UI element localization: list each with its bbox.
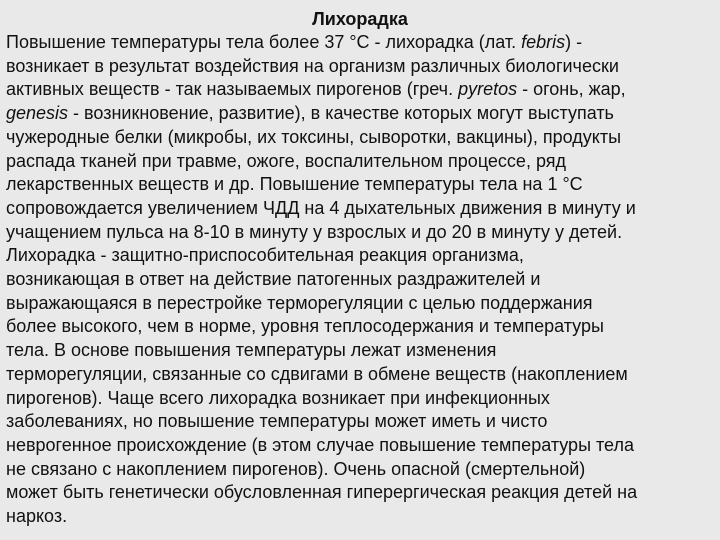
text-line: [6, 481, 718, 505]
body-text: [6, 31, 718, 529]
text-run: тела. В основе повышения температуры лежат изменения: [6, 340, 497, 361]
text-run: терморегуляции, связанные со сдвигами в обмене веществ (накоплением: [6, 363, 628, 384]
text-run: учащением пульса на 8-10 в минуту у взрослых и до 20 в минуту у детей.: [6, 221, 623, 242]
text-run: более высокого, чем в норме, уровня теплосодержания и температуры: [6, 316, 604, 337]
text-line: [6, 126, 718, 150]
text-line: [6, 292, 718, 316]
text-line: [6, 434, 718, 458]
italic-term: febris: [521, 32, 566, 52]
text-line: [6, 505, 718, 529]
text-run: заболеваниях, но повышение температуры может иметь и чисто: [6, 411, 548, 432]
text-run: активных веществ - так называемых пирогенов (греч.: [6, 79, 459, 100]
text-line: [6, 363, 718, 387]
text-line: [6, 197, 718, 221]
text-run: Повышение температуры тела более 37 °С - лихорадка (лат.: [6, 32, 522, 52]
page-title: Лихорадка: [312, 9, 408, 29]
text-run: - возникновение, развитие), в качестве которых могут выступать: [68, 103, 614, 124]
text-line: [6, 102, 718, 126]
text-run: сопровождается увеличением ЧДД на 4 дыхательных движения в минуту и: [6, 197, 636, 218]
text-run: ) -: [565, 32, 583, 52]
text-line: [6, 244, 718, 268]
text-run: Лихорадка - защитно-приспособительная реакция организма,: [6, 245, 524, 266]
text-line: [6, 221, 718, 245]
text-run: выражающаяся в перестройке терморегуляции с целью поддержания: [6, 292, 593, 313]
text-line: [6, 31, 718, 55]
text-line: [6, 458, 718, 482]
text-line: [6, 268, 718, 292]
text-run: возникающая в ответ на действие патогенных раздражителей и: [6, 269, 541, 290]
text-line: [6, 55, 718, 79]
text-run: распада тканей при травме, ожоге, воспалительном процессе, ряд: [6, 150, 567, 171]
text-run: пирогенов). Чаще всего лихорадка возникает при инфекционных: [6, 387, 550, 408]
text-run: неврогенное происхождение (в этом случае повышение температуры тела: [6, 434, 634, 455]
text-line: [6, 339, 718, 363]
text-line: [6, 78, 718, 102]
text-line: [6, 410, 718, 434]
italic-term: pyretos: [458, 79, 518, 100]
text-line: [6, 387, 718, 411]
text-run: возникает в результат воздействия на организм различных биологически: [6, 55, 619, 76]
text-run: может быть генетически обусловленная гиперергическая реакция детей на: [6, 482, 638, 503]
italic-term: genesis: [6, 103, 69, 124]
text-run: наркоз.: [6, 506, 68, 527]
text-run: чужеродные белки (микробы, их токсины, сыворотки, вакцины), продукты: [6, 126, 622, 147]
text-line: [6, 315, 718, 339]
text-line: [6, 173, 718, 197]
text-run: не связано с накоплением пирогенов). Очень опасной (смертельной): [6, 458, 586, 479]
text-run: - огонь, жар,: [517, 79, 626, 100]
text-line: [6, 150, 718, 174]
text-run: лекарственных веществ и др. Повышение температуры тела на 1 °С: [6, 174, 583, 195]
